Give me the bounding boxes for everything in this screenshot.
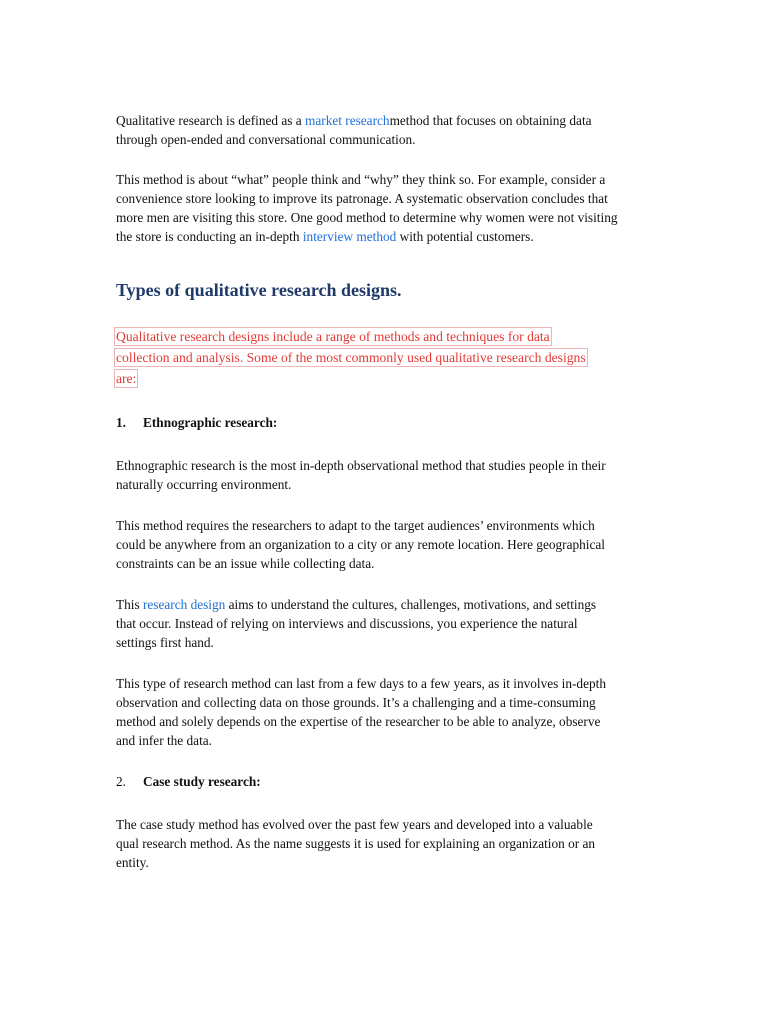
list-number: 1. [116,415,126,430]
list-number: 2. [116,774,126,789]
list-title: Ethnographic research: [143,415,278,430]
highlighted-paragraph: Qualitative research designs include a range of methods and techniques for data collection and analysis. Some of the most commonly used qualitative research designs are: [116,329,586,386]
market-research-link[interactable]: market research [305,113,390,128]
ethnographic-paragraph-1: Ethnographic research is the most in-depth observational method that studies people in their naturally occurring environment. [116,458,606,492]
ethnographic-paragraph-2: This method requires the researchers to adapt to the target audiences’ environments which could be anywhere from an organization to a city or any remote location. Here geographical constraints can be an issue while collecting data. [116,518,605,571]
document-content [116,111,656,894]
section-heading: Types of qualitative research designs. [116,280,402,300]
case-study-paragraph: The case study method has evolved over the past few years and developed into a valuable qual research method. As the name suggests it is used for explaining an organization or an entity. [116,817,596,870]
ethnographic-heading [116,413,656,432]
ethnographic-paragraph-4: This type of research method can last from a few days to a few years, as it involves in-depth observation and collecting data on those grounds. It’s a challenging and a time-consuming method and solely depends on the expertise of the researcher to be able to analyze, observe and infer the data. [116,676,606,748]
ethnographic-paragraph-3: This research design aims to understand the cultures, challenges, motivations, and settings that occur. Instead of relying on interviews and discussions, you experience the natural settings first hand. [116,597,597,650]
intro-paragraph: Qualitative research is defined as a market researchmethod that focuses on obtaining data through open-ended and conversational communication. [116,113,592,147]
method-paragraph: This method is about “what” people think and “why” they think so. For example, consider a convenience store looking to improve its patronage. A systematic observation concludes that more men are visiting this store. One good method to determine why women were not visiting the store is conducting an in-depth interview method with potential customers. [116,172,618,244]
list-title: Case study research: [143,774,261,789]
research-design-link[interactable]: research design [142,597,226,612]
case-study-heading [116,772,656,791]
interview-method-link[interactable]: interview method [302,229,397,244]
